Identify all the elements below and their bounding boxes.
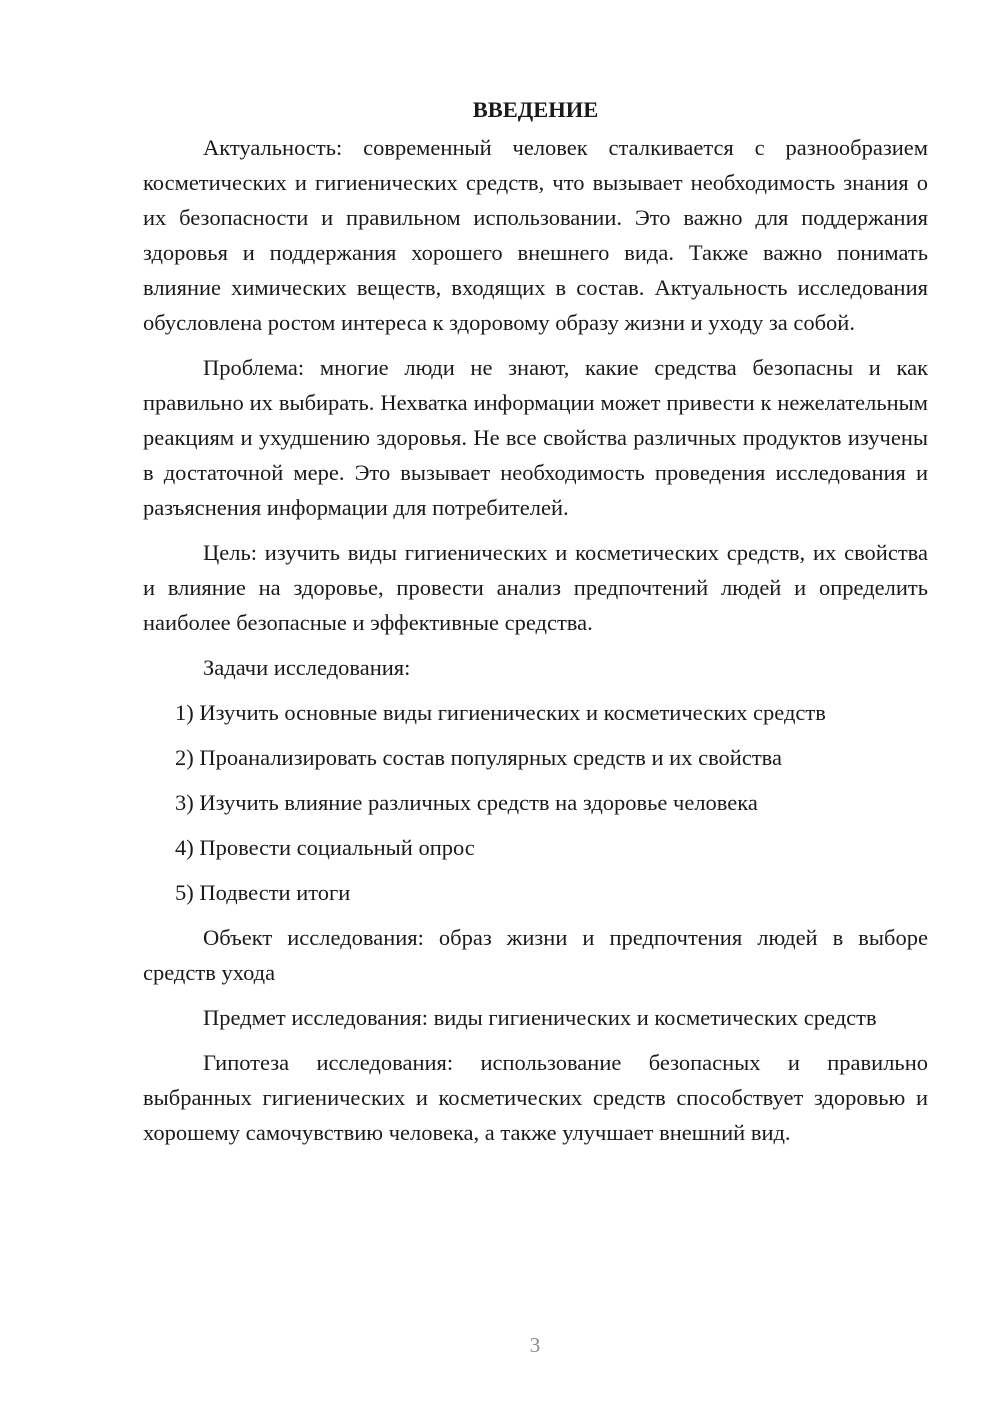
relevance-paragraph: Актуальность: современный человек сталкивается с разнообразием косметических и гигиенических средств, что вызывает необходимость знания о их безопасности и правильном использовании. Это важно для поддержания здоровья и поддержания хорошего внешнего вида. Также важно понимать влияние химических веществ, входящих в состав. Актуальность исследования обусловлена ростом интереса к здоровому образу жизни и уходу за собой. [143, 135, 928, 335]
list-item: 2) Проанализировать состав популярных средств и их свойства [175, 745, 782, 770]
page-title: ВВЕДЕНИЕ [472, 97, 599, 122]
list-item: 5) Подвести итоги [175, 880, 351, 905]
page-number: 3 [529, 1333, 541, 1357]
list-item: 4) Провести социальный опрос [175, 835, 475, 860]
object-paragraph: Объект исследования: образ жизни и предпочтения людей в выборе средств ухода [143, 925, 928, 985]
task-list [143, 695, 928, 910]
list-item: 1) Изучить основные виды гигиенических и косметических средств [175, 700, 826, 725]
subject-paragraph: Предмет исследования: виды гигиенических и косметических средств [203, 1005, 877, 1030]
goal-paragraph: Цель: изучить виды гигиенических и косметических средств, их свойства и влияние на здоровье, провести анализ предпочтений людей и определить наиболее безопасные и эффективные средства. [143, 540, 928, 635]
list-item: 3) Изучить влияние различных средств на здоровье человека [175, 790, 758, 815]
document-page [143, 92, 928, 1160]
problem-paragraph: Проблема: многие люди не знают, какие средства безопасны и как правильно их выбирать. Нехватка информации может привести к нежелательным реакциям и ухудшению здоровья. Не все свойства различных продуктов изучены в достаточной мере. Это вызывает необходимость проведения исследования и разъяснения информации для потребителей. [143, 355, 928, 520]
tasks-heading: Задачи исследования: [203, 655, 411, 680]
hypothesis-paragraph: Гипотеза исследования: использование безопасных и правильно выбранных гигиенических и косметических средств способствует здоровью и хорошему самочувствию человека, а также улучшает внешний вид. [143, 1050, 928, 1145]
